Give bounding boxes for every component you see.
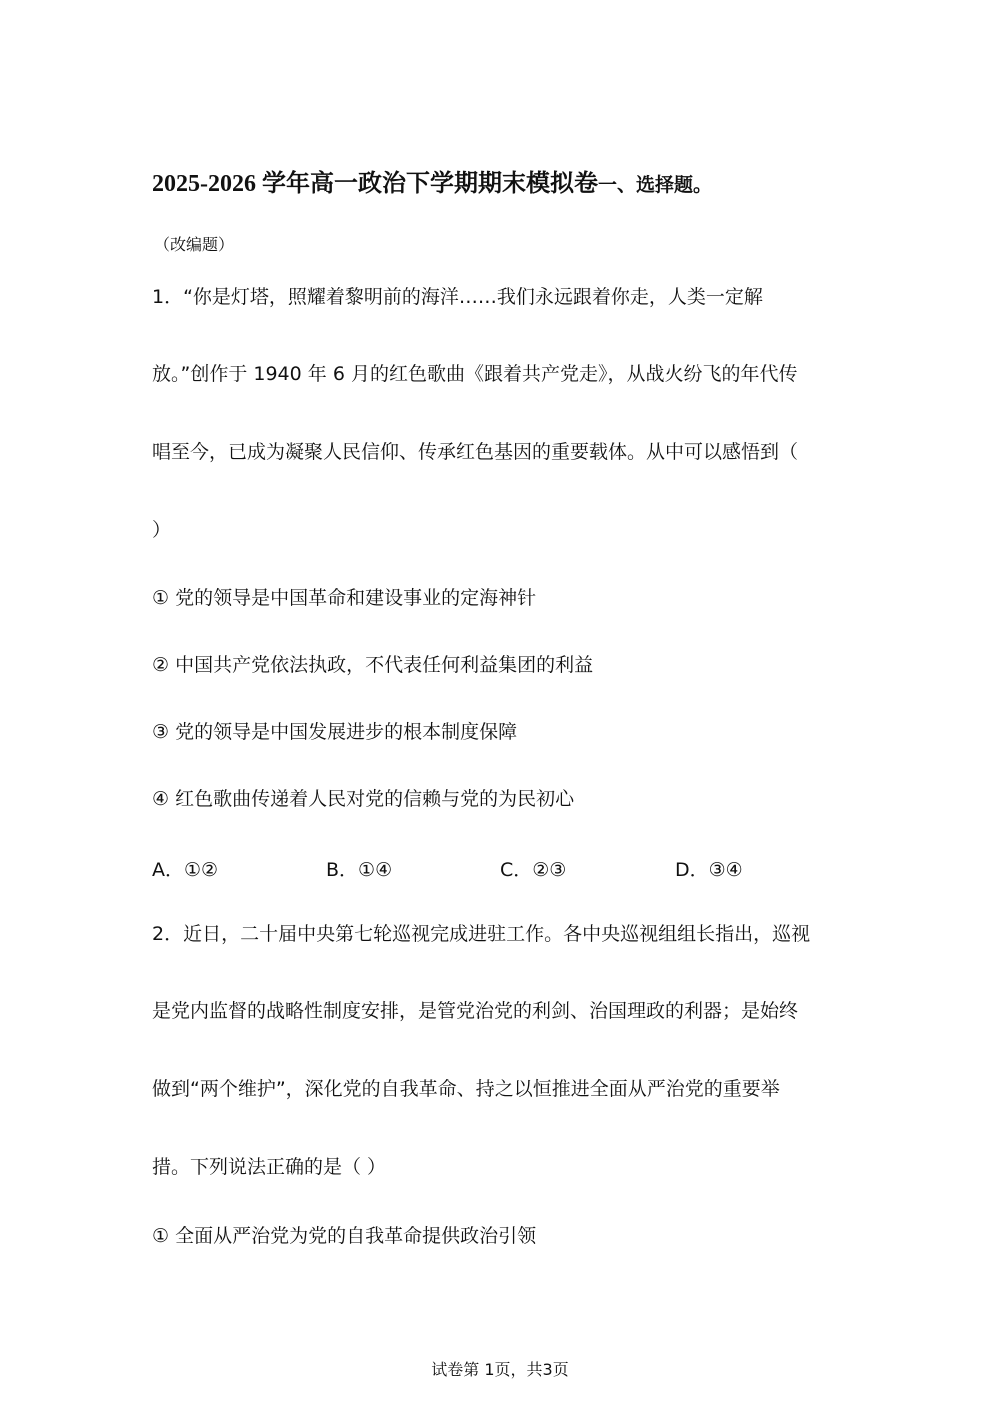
q2-line-1: 2．近日，二十届中央第七轮巡视完成进驻工作。各中央巡视组组长指出，巡视	[152, 923, 811, 945]
q1-statement-1: ① 党的领导是中国革命和建设事业的定海神针	[152, 587, 537, 609]
q2-line-3: 做到“两个维护”，深化党的自我革命、持之以恒推进全面从严治党的重要举	[152, 1078, 780, 1100]
q1-options	[152, 855, 852, 879]
q2-statement-1: ① 全面从严治党为党的自我革命提供政治引领	[152, 1225, 537, 1247]
q1-statement-2: ② 中国共产党依法执政，不代表任何利益集团的利益	[152, 654, 594, 676]
q1-option-d: D．③④	[675, 859, 743, 881]
q1-line-2: 放。”创作于 1940 年 6 月的红色歌曲《跟着共产党走》，从战火纷飞的年代传	[152, 363, 798, 385]
q1-option-a: A．①②	[152, 859, 219, 881]
q2-line-2: 是党内监督的战略性制度安排，是管党治党的利剑、治国理政的利器；是始终	[152, 1000, 799, 1022]
page-footer: 试卷第 1页，共3页	[431, 1360, 569, 1379]
q1-option-c: C．②③	[500, 859, 567, 881]
section-heading: 一、选择题。	[598, 175, 713, 196]
adapted-note: （改编题）	[154, 235, 235, 254]
q1-line-4: ）	[152, 519, 172, 541]
q2-line-4: 措。下列说法正确的是（ ）	[152, 1156, 387, 1178]
q1-line-1: 1．“你是灯塔，照耀着黎明前的海洋……我们永远跟着你走，人类一定解	[152, 286, 763, 308]
q1-option-b: B．①④	[326, 859, 393, 881]
q1-line-3: 唱至今，已成为凝聚人民信仰、传承红色基因的重要载体。从中可以感悟到（	[152, 441, 799, 463]
title-main: 2025-2026 学年高一政治下学期期末模拟卷	[152, 171, 598, 197]
q1-statement-3: ③ 党的领导是中国发展进步的根本制度保障	[152, 721, 518, 743]
q1-statement-4: ④ 红色歌曲传递着人民对党的信赖与党的为民初心	[152, 788, 575, 810]
document-title	[152, 172, 712, 198]
